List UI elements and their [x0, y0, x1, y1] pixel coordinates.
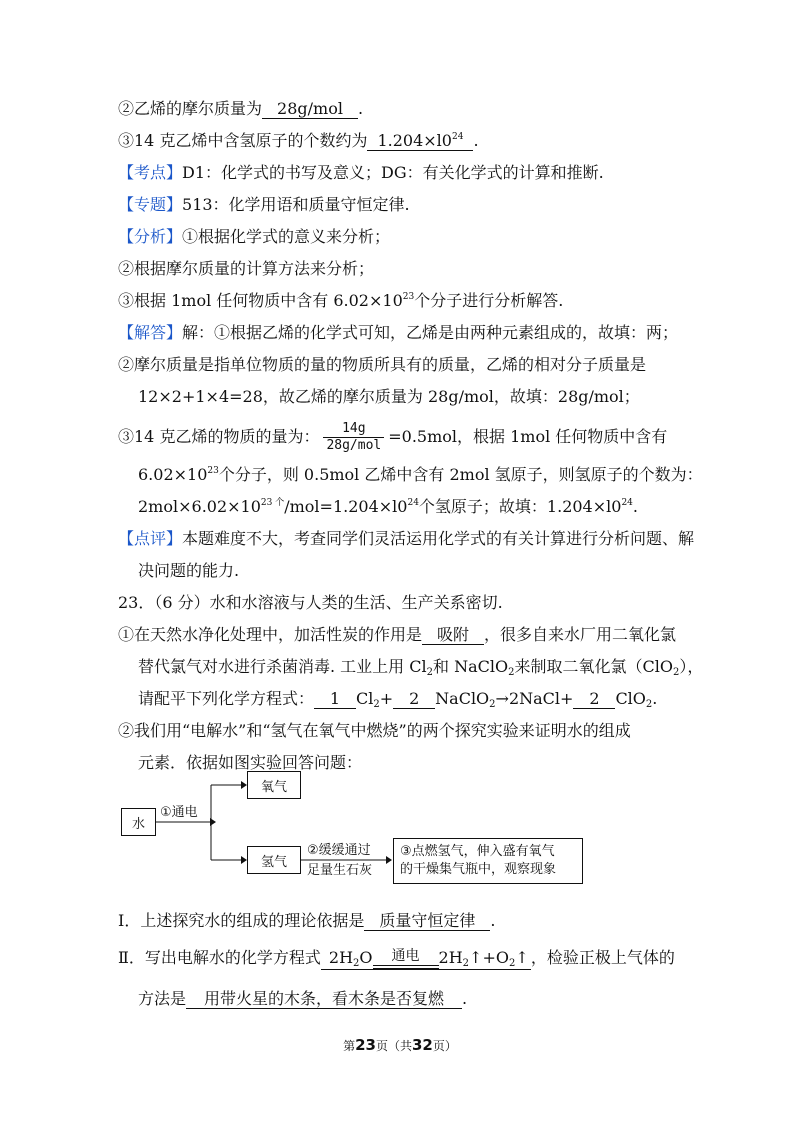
comment-line-2: 决问题的能力. [138, 561, 240, 580]
question-23-part1-line2: 替代氯气对水进行杀菌消毒. 工业上用 $Cl_2$和 NaClO$_2$来制取二氧化氯（ClO$_2$）， [138, 657, 704, 678]
solution: 【解答】解：①根据乙烯的化学式可知，乙烯是由两种元素组成的，故填：两； [118, 323, 679, 342]
answer-line-hydrogen-count: ③14 克乙烯中含氢原子的个数约为 $1.204\times l0^{24}$ . [118, 131, 479, 150]
answer-line-molar-mass: ②乙烯的摩尔质量为 28g/mol . [118, 99, 364, 118]
tag-label: 【分析】 [118, 227, 183, 246]
step-2-label: ②缓缓通过 [307, 843, 371, 858]
question-23-part1: ①在天然水净化处理中，加活性炭的作用是 吸附 ，很多自来水厂用二氧化氯 [118, 625, 677, 644]
comment: 【点评】本题难度不大，考查同学们灵活运用化学式的有关计算进行分析问题、解 [118, 529, 695, 548]
fraction: $\frac{14g}{\text{28g/mol}}$ [323, 421, 384, 454]
question-i: Ⅰ．上述探究水的组成的理论依据是 质量守恒定律 . [118, 911, 496, 930]
tag-label: 【专题】 [118, 195, 183, 214]
step-3-box: ③点燃氢气，伸入盛有氧气 的干燥集气瓶中，观察现象 [393, 838, 583, 884]
answer-blank: 2 [393, 690, 435, 709]
solution-line-5: $6.02\times 10^{23}$个分子，则 0.5mol 乙烯中含有 2mol 氢原子，则氢原子的个数为： [138, 465, 703, 484]
tag-label: 【点评】 [118, 529, 183, 548]
topic: 【专题】513：化学用语和质量守恒定律. [118, 195, 410, 214]
balance-equation-line: 请配平下列化学方程式： 1 $Cl_2+ 2$ NaClO$_2$→2NaCl+ 2 ClO$_2$. [138, 689, 658, 710]
answer-blank: 吸附 [422, 626, 484, 645]
answer-blank: $1.204\times l0^{24}$ [367, 132, 473, 151]
analysis-line-3: ③根据 1mol 任何物质中含有 $6.02\times 10^{23}$个分子进行分析解答. [118, 291, 564, 310]
arrow-head-icon [386, 856, 392, 864]
question-23-part2: ②我们用“电解水”和“氢气在氧气中燃烧”的两个探究实验来证明水的组成 [118, 721, 631, 740]
total-pages: 32 [412, 1036, 433, 1054]
current-page: 23 [355, 1036, 376, 1054]
tag-label: 【解答】 [118, 323, 183, 342]
solution-line-4: ③14 克乙烯的物质的量为： $\frac{14g}{\text{28g/mol}}$ =0.5mol，根据 1mol 任何物质中含有 [118, 421, 668, 453]
oxygen-box: 氧气 [247, 771, 301, 799]
answer-blank: 质量守恒定律 [364, 912, 490, 931]
answer-blank: $2H_2O$ 通电 $2H_2↑+O_2↑$ [321, 947, 531, 970]
step-1-label: ①通电 [160, 805, 198, 820]
knowledge-point: 【考点】D1：化学式的书写及意义；DG：有关化学式的计算和推断. [118, 163, 604, 182]
analysis-line-2: ②根据摩尔质量的计算方法来分析； [118, 259, 375, 278]
page-footer: 第23页（共32页） [343, 1036, 457, 1054]
question-23-part2-line2: 元素．依据如图实验回答问题： [138, 753, 363, 772]
answer-blank: 2 [573, 690, 615, 709]
question-23-title: 23．（6 分）水和水溶液与人类的生活、生产关系密切. [118, 593, 503, 612]
electrolysis-condition: 通电 [373, 949, 439, 969]
answer-blank: 1 [314, 690, 356, 709]
question-ii: Ⅱ．写出电解水的化学方程式 $2H_2O$ 通电 $2H_2↑+O_2↑$ ，检验正极上气体的 [118, 948, 675, 969]
solution-line-2: ②摩尔质量是指单位物质的量的物质所具有的质量，乙烯的相对分子质量是 [118, 355, 647, 374]
water-box: 水 [121, 808, 156, 836]
analysis: 【分析】①根据化学式的意义来分析； [118, 227, 391, 246]
question-ii-line2: 方法是 用带火星的木条，看木条是否复燃 . [138, 989, 468, 1008]
answer-blank: 用带火星的木条，看木条是否复燃 [186, 990, 462, 1009]
answer-blank: 28g/mol [262, 100, 358, 119]
arrow-head-icon [210, 818, 216, 826]
solution-line-6: $2mol\times 6.02\times 10^{23 个}/mol=1.204\times l0^{24}$个氢原子；故填：$1.204\times l0^{24}$. [138, 497, 638, 516]
solution-line-3: 12×2+1×4=28，故乙烯的摩尔质量为 28g/mol，故填：28g/mol； [138, 387, 640, 406]
hydrogen-box: 氢气 [247, 846, 301, 874]
step-2-label-line2: 足量生石灰 [307, 863, 373, 878]
tag-label: 【考点】 [118, 163, 183, 182]
